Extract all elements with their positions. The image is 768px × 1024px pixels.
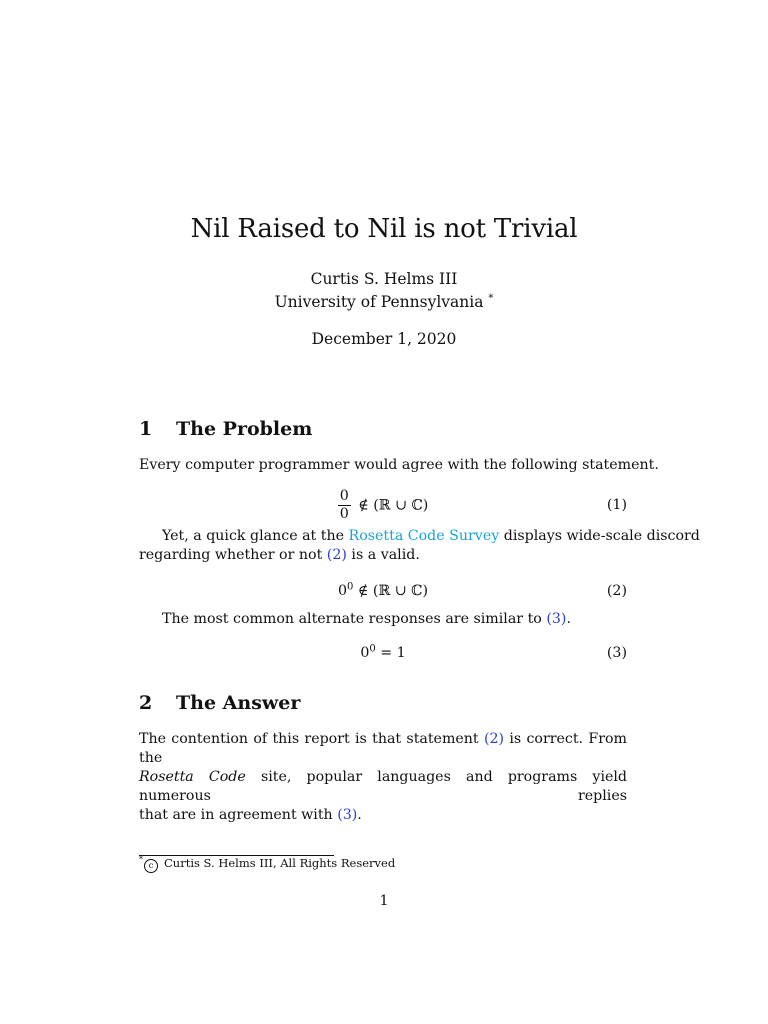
text-span: is a valid. xyxy=(346,547,420,563)
page-number: 1 xyxy=(379,893,389,909)
section-heading-problem xyxy=(139,418,312,440)
section-heading-answer xyxy=(139,692,300,714)
affiliation-text: University of Pennsylvania xyxy=(274,293,484,311)
paragraph-text: Every computer programmer would agree with the following statement. xyxy=(139,457,659,473)
equation-base: 0 xyxy=(338,583,348,599)
equation-ref-link[interactable]: (2) xyxy=(483,731,505,747)
affiliation-footnote-mark[interactable]: * xyxy=(488,292,494,304)
text-span: site, popular languages and programs yield numerous replies xyxy=(139,769,627,804)
equation-tag: (1) xyxy=(606,497,627,513)
equation-tag: (2) xyxy=(606,583,627,599)
fraction-denominator: 0 xyxy=(339,506,349,522)
equation-ref-link[interactable]: (3) xyxy=(546,611,567,627)
equation-2 xyxy=(139,583,627,613)
equation-exponent: 0 xyxy=(347,581,354,593)
text-span: . xyxy=(566,611,571,627)
paragraph-intro xyxy=(139,456,659,475)
fraction-numerator: 0 xyxy=(339,488,349,504)
copyright-icon: c xyxy=(144,859,158,873)
text-span: that are in agreement with xyxy=(139,807,338,823)
footnote xyxy=(139,856,395,873)
equation-rest: ∉ (ℝ ∪ ℂ) xyxy=(357,583,428,599)
italic-site-name: Rosetta Code xyxy=(139,769,246,785)
equation-exponent: 0 xyxy=(369,643,376,655)
section-title: The Answer xyxy=(176,692,301,714)
paragraph-line xyxy=(139,806,627,825)
footnote-text: Curtis S. Helms III, All Rights Reserved xyxy=(164,856,396,870)
section-number: 1 xyxy=(139,418,153,440)
text-span: The most common alternate responses are similar to xyxy=(162,611,547,627)
text-span: . xyxy=(357,807,362,823)
equation-body xyxy=(139,583,627,599)
equation-body xyxy=(139,645,627,661)
text-span: displays wide-scale discord xyxy=(499,528,700,544)
author-name: Curtis S. Helms III xyxy=(310,270,458,288)
equation-base: 0 xyxy=(360,645,370,661)
equation-ref-link[interactable]: (3) xyxy=(337,807,358,823)
equation-tag: (3) xyxy=(606,645,627,661)
footnote-mark: * xyxy=(139,855,143,865)
equation-rest: = 1 xyxy=(380,645,406,661)
equation-1 xyxy=(139,488,627,524)
text-span: regarding whether or not xyxy=(139,547,327,563)
author-affiliation xyxy=(0,293,768,311)
fraction xyxy=(338,488,351,523)
section-title: The Problem xyxy=(176,418,313,440)
paragraph-answer xyxy=(139,730,627,825)
equation-ref-link[interactable]: (2) xyxy=(326,547,347,563)
paragraph-line xyxy=(139,768,627,806)
paper-title: Nil Raised to Nil is not Trivial xyxy=(190,214,578,244)
text-span: Yet, a quick glance at the xyxy=(162,528,349,544)
equation-3 xyxy=(139,645,627,675)
rosetta-code-survey-link[interactable]: Rosetta Code Survey xyxy=(348,528,500,544)
paragraph-line xyxy=(139,546,627,565)
text-span: The contention of this report is that statement xyxy=(139,731,484,747)
paragraph-line xyxy=(139,610,627,629)
equation-body xyxy=(139,488,627,523)
text-span: is correct. From the xyxy=(139,731,627,766)
equation-rest: ∉ (ℝ ∪ ℂ) xyxy=(358,497,429,514)
paragraph-line xyxy=(139,730,627,768)
paragraph-survey xyxy=(139,527,700,565)
paper-date: December 1, 2020 xyxy=(311,330,457,348)
paragraph-alternate xyxy=(139,610,627,629)
paragraph-line xyxy=(139,527,700,546)
section-number: 2 xyxy=(139,692,153,714)
